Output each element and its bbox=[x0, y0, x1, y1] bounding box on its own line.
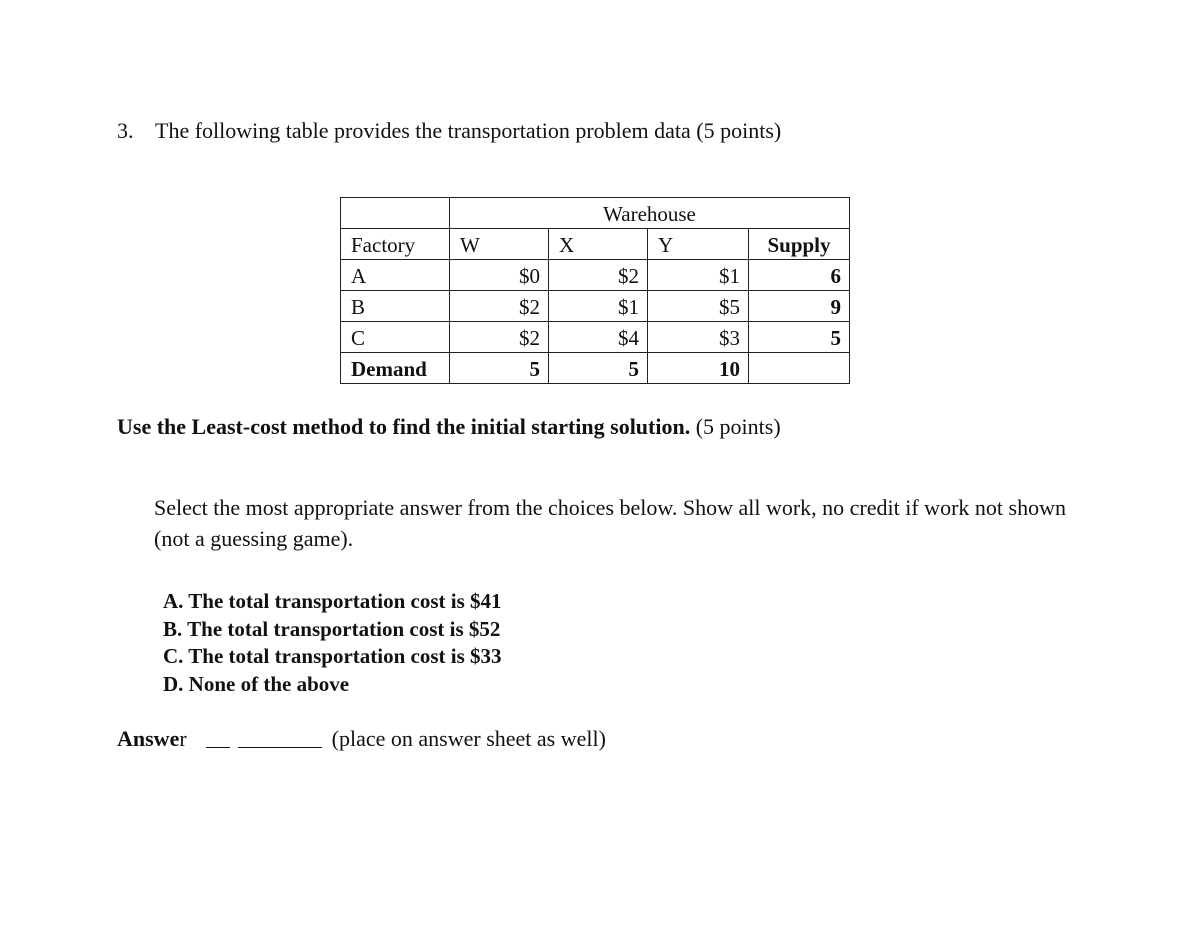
supply-cell: 9 bbox=[749, 291, 850, 322]
table-row bbox=[341, 322, 850, 353]
cost-cell: $2 bbox=[549, 260, 648, 291]
table-column-header-row bbox=[341, 229, 850, 260]
column-header-x: X bbox=[549, 229, 648, 260]
cost-cell: $5 bbox=[648, 291, 749, 322]
table-row bbox=[341, 291, 850, 322]
factory-label: A bbox=[341, 260, 450, 291]
instruction-bold: Use the Least-cost method to find the initial starting solution. bbox=[117, 414, 691, 439]
transportation-table bbox=[340, 197, 850, 384]
answer-label-tail: r bbox=[179, 726, 187, 751]
answer-blank-short[interactable] bbox=[206, 747, 230, 748]
choice-c: C. The total transportation cost is $33 bbox=[163, 644, 502, 668]
question-text: The following table provides the transportation problem data (5 points) bbox=[155, 118, 782, 143]
demand-cell: 10 bbox=[648, 353, 749, 384]
select-instructions: Select the most appropriate answer from the choices below. Show all work, no credit if work not shown (not a guessing game). bbox=[154, 495, 1066, 551]
answer-blank-long[interactable] bbox=[238, 747, 322, 748]
supply-cell: 6 bbox=[749, 260, 850, 291]
table-group-header-row bbox=[341, 198, 850, 229]
table-row bbox=[341, 260, 850, 291]
factory-label: B bbox=[341, 291, 450, 322]
cost-cell: $4 bbox=[549, 322, 648, 353]
answer-label-bold: Answe bbox=[117, 726, 180, 751]
factory-label: C bbox=[341, 322, 450, 353]
cost-cell: $2 bbox=[450, 291, 549, 322]
demand-cell: 5 bbox=[450, 353, 549, 384]
supply-cell: 5 bbox=[749, 322, 850, 353]
answer-note: (place on answer sheet as well) bbox=[331, 726, 606, 751]
factory-header: Factory bbox=[341, 229, 450, 260]
choice-d: D. None of the above bbox=[163, 671, 350, 696]
demand-row bbox=[341, 353, 850, 384]
instruction-line bbox=[117, 414, 781, 440]
choice-a: A. The total transportation cost is $41 bbox=[163, 589, 502, 613]
question-number: 3. bbox=[117, 118, 134, 143]
column-header-y: Y bbox=[648, 229, 749, 260]
column-header-w: W bbox=[450, 229, 549, 260]
empty-total-cell bbox=[749, 353, 850, 384]
cost-cell: $0 bbox=[450, 260, 549, 291]
cost-cell: $3 bbox=[648, 322, 749, 353]
answer-line bbox=[117, 726, 606, 752]
choice-b: B. The total transportation cost is $52 bbox=[163, 616, 501, 641]
table-corner-cell bbox=[341, 198, 450, 229]
warehouse-header: Warehouse bbox=[450, 198, 850, 229]
demand-label: Demand bbox=[341, 353, 450, 384]
demand-cell: 5 bbox=[549, 353, 648, 384]
answer-choices bbox=[163, 588, 502, 698]
cost-cell: $2 bbox=[450, 322, 549, 353]
question-heading bbox=[117, 118, 781, 144]
cost-cell: $1 bbox=[648, 260, 749, 291]
cost-cell: $1 bbox=[549, 291, 648, 322]
instruction-points: (5 points) bbox=[695, 414, 781, 439]
supply-header: Supply bbox=[749, 229, 850, 260]
